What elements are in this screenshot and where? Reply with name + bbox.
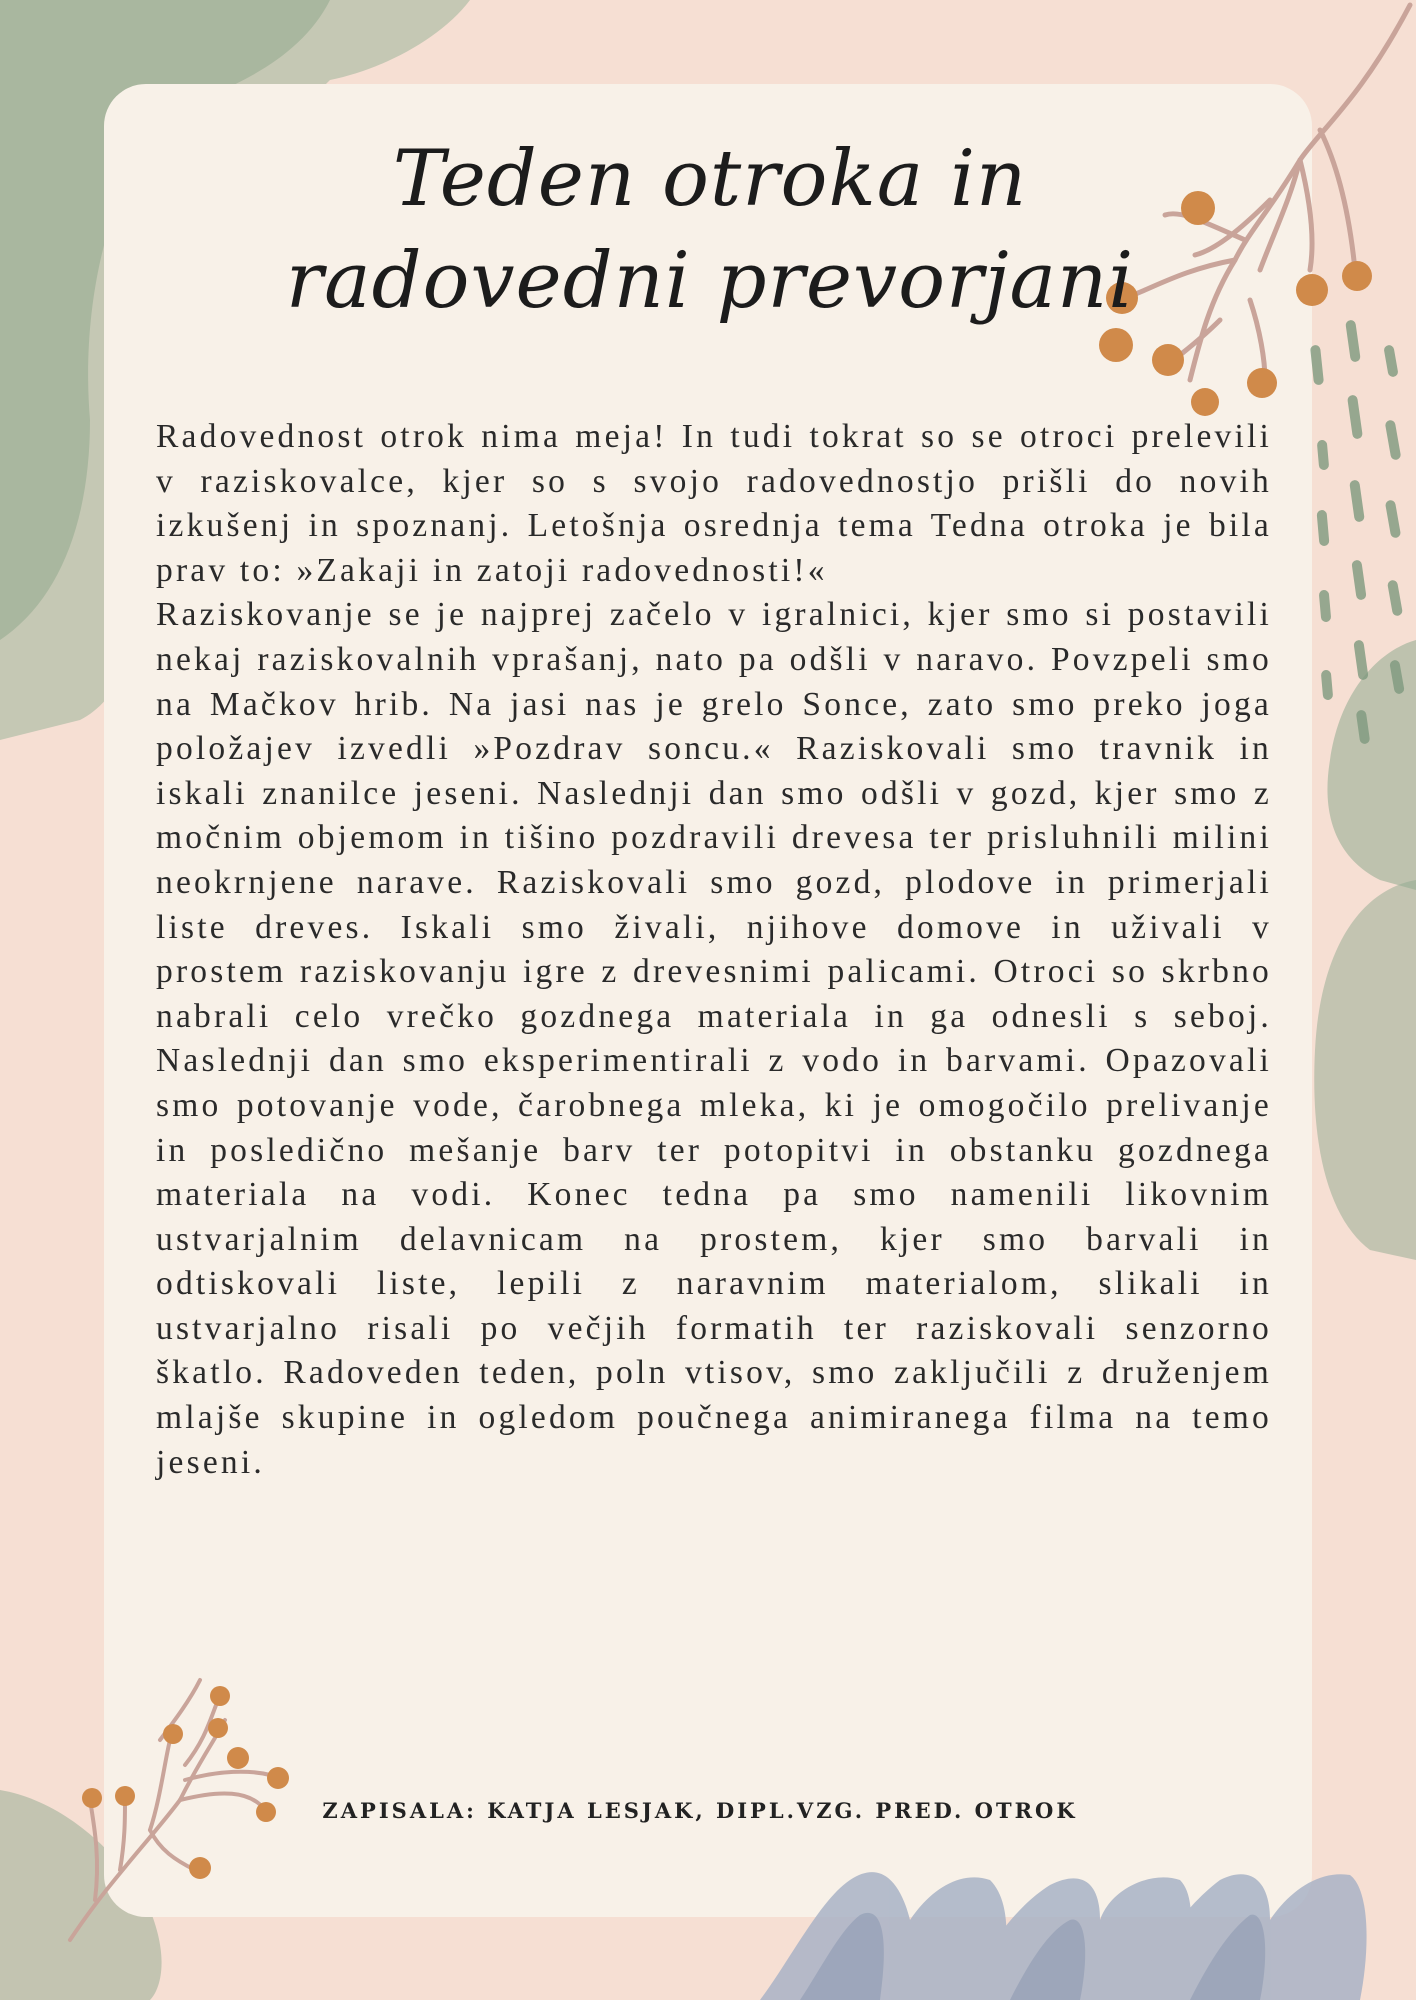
page-title — [270, 128, 1150, 332]
article-body — [156, 415, 1272, 1485]
paragraph-main: Raziskovanje se je najprej začelo v igralnici, kjer smo si postavili nekaj raziskovalnih vprašanj, nato pa odšli v naravo. Povzpeli smo na Mačkov hrib. Na jasi nas je grelo Sonce, zato smo preko joga položajev izvedli »Pozdrav soncu.« Raziskovali smo travnik in iskali znanilce jeseni. Naslednji dan smo odšli v gozd, kjer smo z močnim objemom in tišino pozdravili drevesa ter prisluhnili milini neokrnjene narave. Raziskovali smo gozd, plodove in primerjali liste dreves. Iskali smo živali, njihove domove in uživali v prostem raziskovanju igre z drevesnimi palicami. Otroci so skrbno nabrali celo vrečko gozdnega materiala in ga odnesli s seboj. Naslednji dan smo eksperimentirali z vodo in barvami. Opazovali smo potovanje vode, čarobnega mleka, ki je omogočilo prelivanje in posledično mešanje barv ter potopitvi in obstanku gozdnega materiala na vodi. Konec tedna pa smo namenili likovnim ustvarjalnim delavnicam na prostem, kjer smo barvali in odtiskovali liste, lepili z naravnim materialom, slikali in ustvarjalno risali po večjih formatih ter raziskovali senzorno škatlo. Radoveden teden, poln vtisov, smo zaključili z druženjem mlajše skupine in ogledom poučnega animiranega filma na temo jeseni. — [156, 596, 1272, 1481]
title-line-1: Teden otroka in — [392, 134, 1028, 224]
paragraph-intro: Radovednost otrok nima meja! In tudi tokrat so se otroci prelevili v raziskovalce, kjer so s svojo radovednostjo prišli do novih izkušenj in spoznanj. Letošnja osrednja tema Tedna otroka je bila prav to: »Zakaji in zatoji radovednosti!« — [156, 418, 1272, 589]
author-signature: ZAPISALA: KATJA LESJAK, DIPL.VZG. PRED. OTROK — [322, 1798, 1078, 1823]
title-line-2: radovedni prevorjani — [285, 236, 1135, 326]
